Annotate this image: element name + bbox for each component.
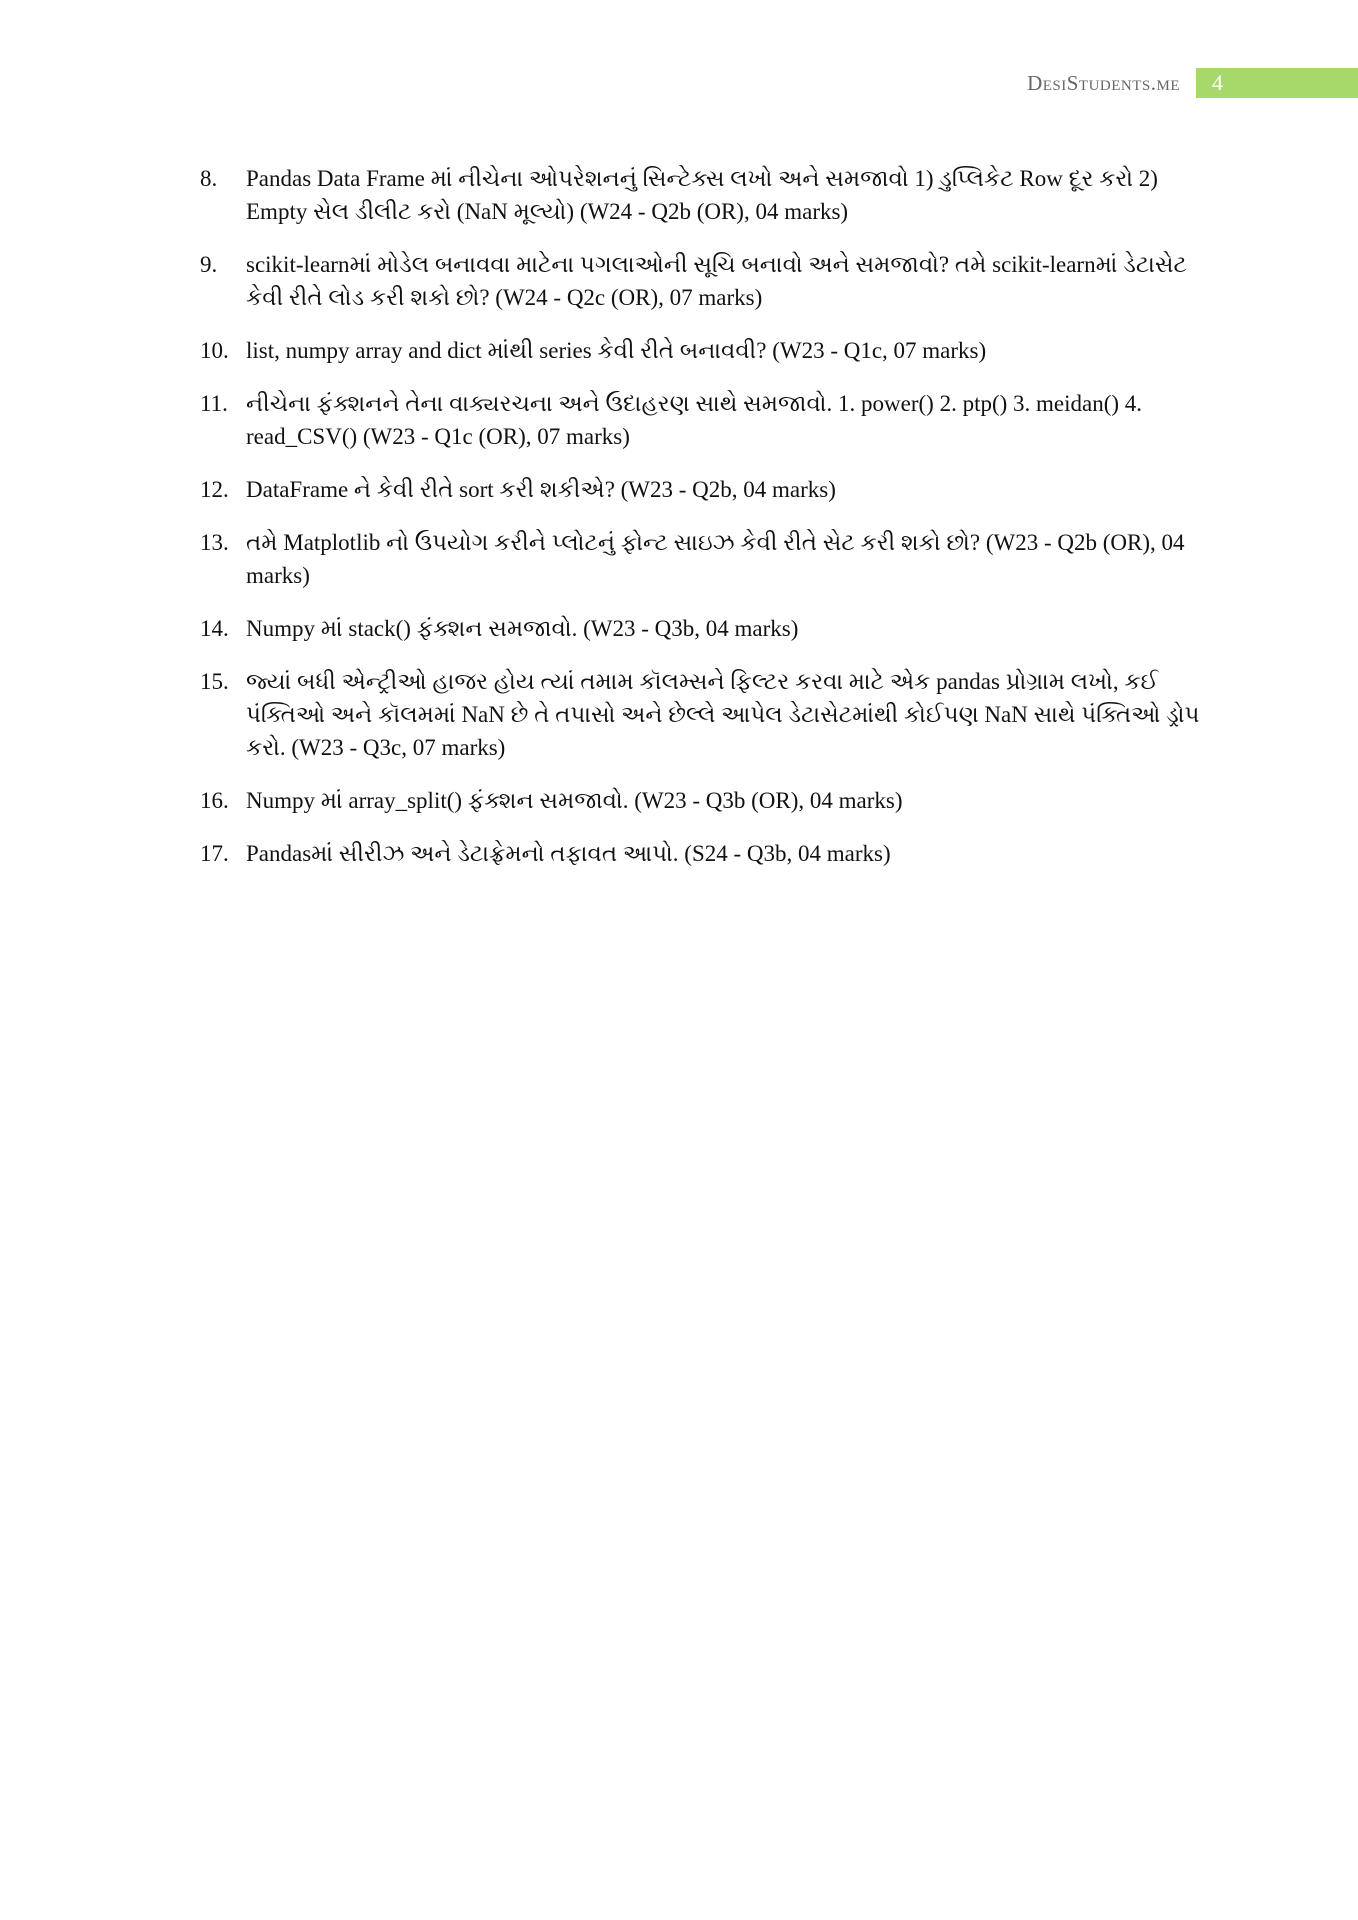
question-text: Numpy માં stack() ફંક્શન સમજાવો. (W23 - Q3b, 04 marks) [246, 616, 799, 641]
question-text: તમે Matplotlib નો ઉપયોગ કરીને પ્લોટનું ફોન્ટ સાઇઝ કેવી રીતે સેટ કરી શકો છો? (W23 - Q2b (OR), 04 marks) [246, 530, 1185, 588]
question-item [200, 387, 1200, 453]
question-text: Pandas Data Frame માં નીચેના ઓપરેશનનું સિન્ટેક્સ લખો અને સમજાવો 1) ડુપ્લિકેટ Row દૂર કરો 2) Empty સેલ ડીલીટ કરો (NaN મૂલ્યો) (W24 - Q2b (OR), 04 marks) [246, 166, 1158, 224]
question-number: 11. [200, 391, 228, 416]
question-text: DataFrame ને કેવી રીતે sort કરી શકીએ? (W23 - Q2b, 04 marks) [246, 477, 836, 502]
question-item [200, 334, 1200, 367]
question-number: 10. [200, 338, 229, 363]
question-number: 8. [200, 166, 218, 191]
question-number: 16. [200, 788, 229, 813]
question-text: નીચેના ફંક્શનને તેના વાક્યરચના અને ઉદાહરણ સાથે સમજાવો. 1. power() 2. ptp() 3. meidan() 4. read_CSV() (W23 - Q1c (OR), 07 marks) [246, 391, 1143, 449]
question-text: Numpy માં array_split() ફંક્શન સમજાવો. (W23 - Q3b (OR), 04 marks) [246, 788, 903, 813]
question-item [200, 526, 1200, 592]
page-header [1027, 68, 1358, 98]
question-text: list, numpy array and dict માંથી series કેવી રીતે બનાવવી? (W23 - Q1c, 07 marks) [246, 338, 987, 363]
question-text: scikit-learnમાં મોડેલ બનાવવા માટેના પગલાઓની સૂચિ બનાવો અને સમજાવો? તમે scikit-learnમાં ડેટાસેટ કેવી રીતે લોડ કરી શકો છો? (W24 - Q2c (OR), 07 marks) [246, 252, 1187, 310]
question-text: જ્યાં બધી એન્ટ્રીઓ હાજર હોય ત્યાં તમામ કૉલમ્સને ફિલ્ટર કરવા માટે એક pandas પ્રોગ્રામ લખો, કઈ પંક્તિઓ અને કૉલમમાં NaN છે તે તપાસો અને છેલ્લે આપેલ ડેટાસેટમાંથી કોઈપણ NaN સાથે પંક્તિઓ ડ્રોપ કરો. (W23 - Q3c, 07 marks) [246, 669, 1200, 760]
question-item [200, 162, 1200, 228]
question-number: 12. [200, 477, 229, 502]
question-number: 17. [200, 841, 229, 866]
question-number: 15. [200, 669, 229, 694]
page-number: 4 [1196, 68, 1358, 98]
question-list [200, 162, 1200, 890]
question-number: 13. [200, 530, 229, 555]
question-item [200, 612, 1200, 645]
question-item [200, 665, 1200, 764]
question-number: 9. [200, 252, 218, 277]
site-name: DesiStudents.me [1027, 70, 1180, 95]
question-text: Pandasમાં સીરીઝ અને ડેટાફ્રેમનો તફાવત આપો. (S24 - Q3b, 04 marks) [246, 841, 891, 866]
question-item [200, 784, 1200, 817]
question-number: 14. [200, 616, 229, 641]
question-item [200, 473, 1200, 506]
question-item [200, 248, 1200, 314]
question-item [200, 837, 1200, 870]
